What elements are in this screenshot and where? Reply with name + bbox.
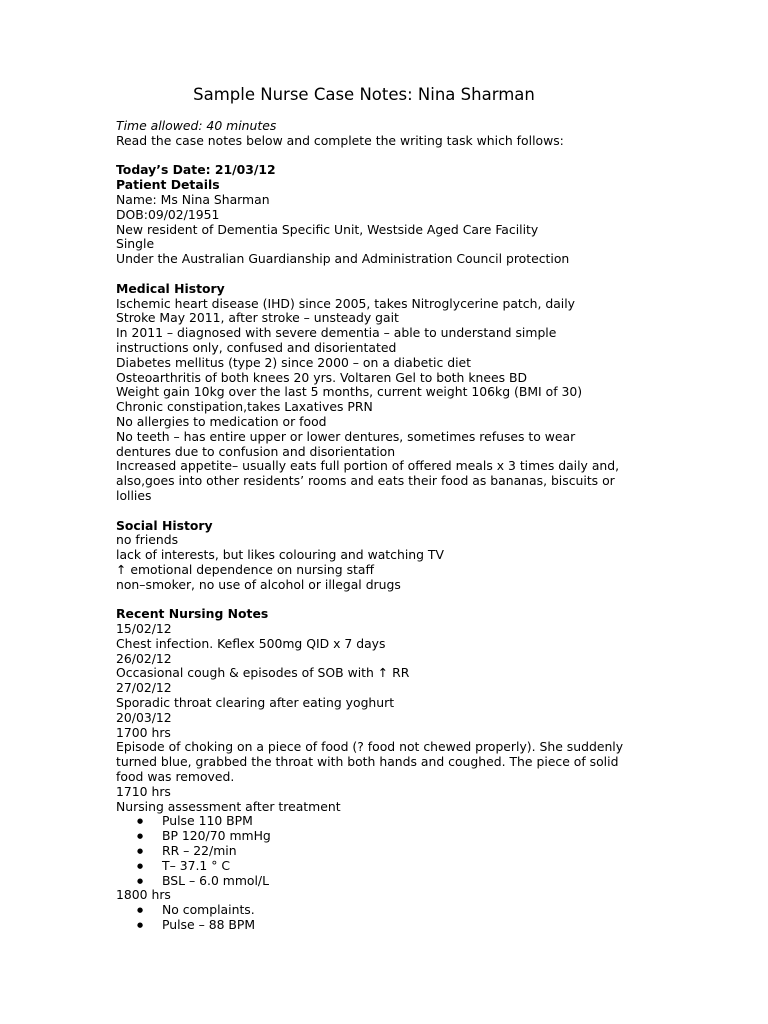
text-line: Osteoarthritis of both knees 20 yrs. Voltaren Gel to both knees BD [116, 369, 528, 385]
list-item: ● T– 37.1 ° C [116, 859, 756, 874]
text-line: 27/02/12 [116, 680, 172, 696]
text-line: instructions only, confused and disorientated [116, 339, 397, 355]
text-line: also,goes into other residents’ rooms and eats their food as bananas, biscuits or [116, 473, 615, 489]
followup-bullet-list [116, 903, 756, 933]
text-line: food was removed. [116, 769, 235, 785]
text-line: Under the Australian Guardianship and Administration Council protection [116, 251, 570, 267]
list-item: ● Pulse – 88 BPM [116, 918, 756, 933]
text-line: non–smoker, no use of alcohol or illegal drugs [116, 576, 401, 592]
text-line: Chronic constipation,takes Laxatives PRN [116, 399, 373, 415]
text-line: no friends [116, 532, 179, 548]
social-history-lines [116, 533, 756, 592]
text-line: 15/02/12 [116, 621, 172, 637]
text-line: Episode of choking on a piece of food (? food not chewed properly). She suddenly [116, 739, 624, 755]
patient-details-heading: Patient Details [116, 177, 220, 193]
text-line: Nursing assessment after treatment [116, 798, 341, 814]
list-item: ● BSL – 6.0 mmol/L [116, 874, 756, 889]
todays-date: Today’s Date: 21/03/12 [116, 162, 276, 178]
text-line: 1710 hrs [116, 783, 171, 799]
text-line: 26/02/12 [116, 650, 172, 666]
page-title: Sample Nurse Case Notes: Nina Sharman [193, 85, 535, 104]
text-line: Diabetes mellitus (type 2) since 2000 – on a diabetic diet [116, 354, 472, 370]
list-item: ● RR – 22/min [116, 844, 756, 859]
list-item: ● Pulse 110 BPM [116, 814, 756, 829]
text-line: No teeth – has entire upper or lower dentures, sometimes refuses to wear [116, 428, 576, 444]
text-line: Stroke May 2011, after stroke – unsteady gait [116, 310, 399, 326]
assessment-bullet-list [116, 814, 756, 888]
text-line: Name: Ms Nina Sharman [116, 191, 270, 207]
text-line: Chest infection. Keflex 500mg QID x 7 days [116, 635, 386, 651]
medical-history-heading: Medical History [116, 280, 225, 296]
medical-history-lines [116, 297, 756, 504]
text-line: DOB:09/02/1951 [116, 206, 220, 222]
list-item: ● No complaints. [116, 903, 756, 918]
social-history-heading: Social History [116, 517, 213, 533]
text-line: 1800 hrs [116, 887, 171, 903]
text-line: ↑ emotional dependence on nursing staff [116, 561, 375, 577]
text-line: Weight gain 10kg over the last 5 months, current weight 106kg (BMI of 30) [116, 384, 583, 400]
text-line: New resident of Dementia Specific Unit, Westside Aged Care Facility [116, 221, 539, 237]
text-line: turned blue, grabbed the throat with both hands and coughed. The piece of solid [116, 754, 619, 770]
text-line: Ischemic heart disease (IHD) since 2005, takes Nitroglycerine patch, daily [116, 295, 576, 311]
text-line: lack of interests, but likes colouring and watching TV [116, 547, 444, 563]
nursing-notes-heading: Recent Nursing Notes [116, 606, 269, 622]
text-line: Increased appetite– usually eats full portion of offered meals x 3 times daily and, [116, 458, 620, 474]
text-line: lollies [116, 487, 152, 503]
list-item: ● BP 120/70 mmHg [116, 829, 756, 844]
text-line: Sporadic throat clearing after eating yoghurt [116, 695, 395, 711]
case-notes-body [116, 119, 756, 933]
time-allowed: Time allowed: 40 minutes [116, 118, 277, 133]
text-line: No allergies to medication or food [116, 413, 327, 429]
text-line: Occasional cough & episodes of SOB with ↑ RR [116, 665, 410, 681]
text-line: 20/03/12 [116, 709, 172, 725]
patient-details-lines [116, 193, 756, 267]
nursing-notes-lines [116, 622, 756, 814]
instruction: Read the case notes below and complete the writing task which follows: [116, 132, 564, 148]
text-line: In 2011 – diagnosed with severe dementia – able to understand simple [116, 325, 557, 341]
text-line: dentures due to confusion and disorientation [116, 443, 396, 459]
text-line: 1700 hrs [116, 724, 171, 740]
text-line: Single [116, 236, 155, 252]
